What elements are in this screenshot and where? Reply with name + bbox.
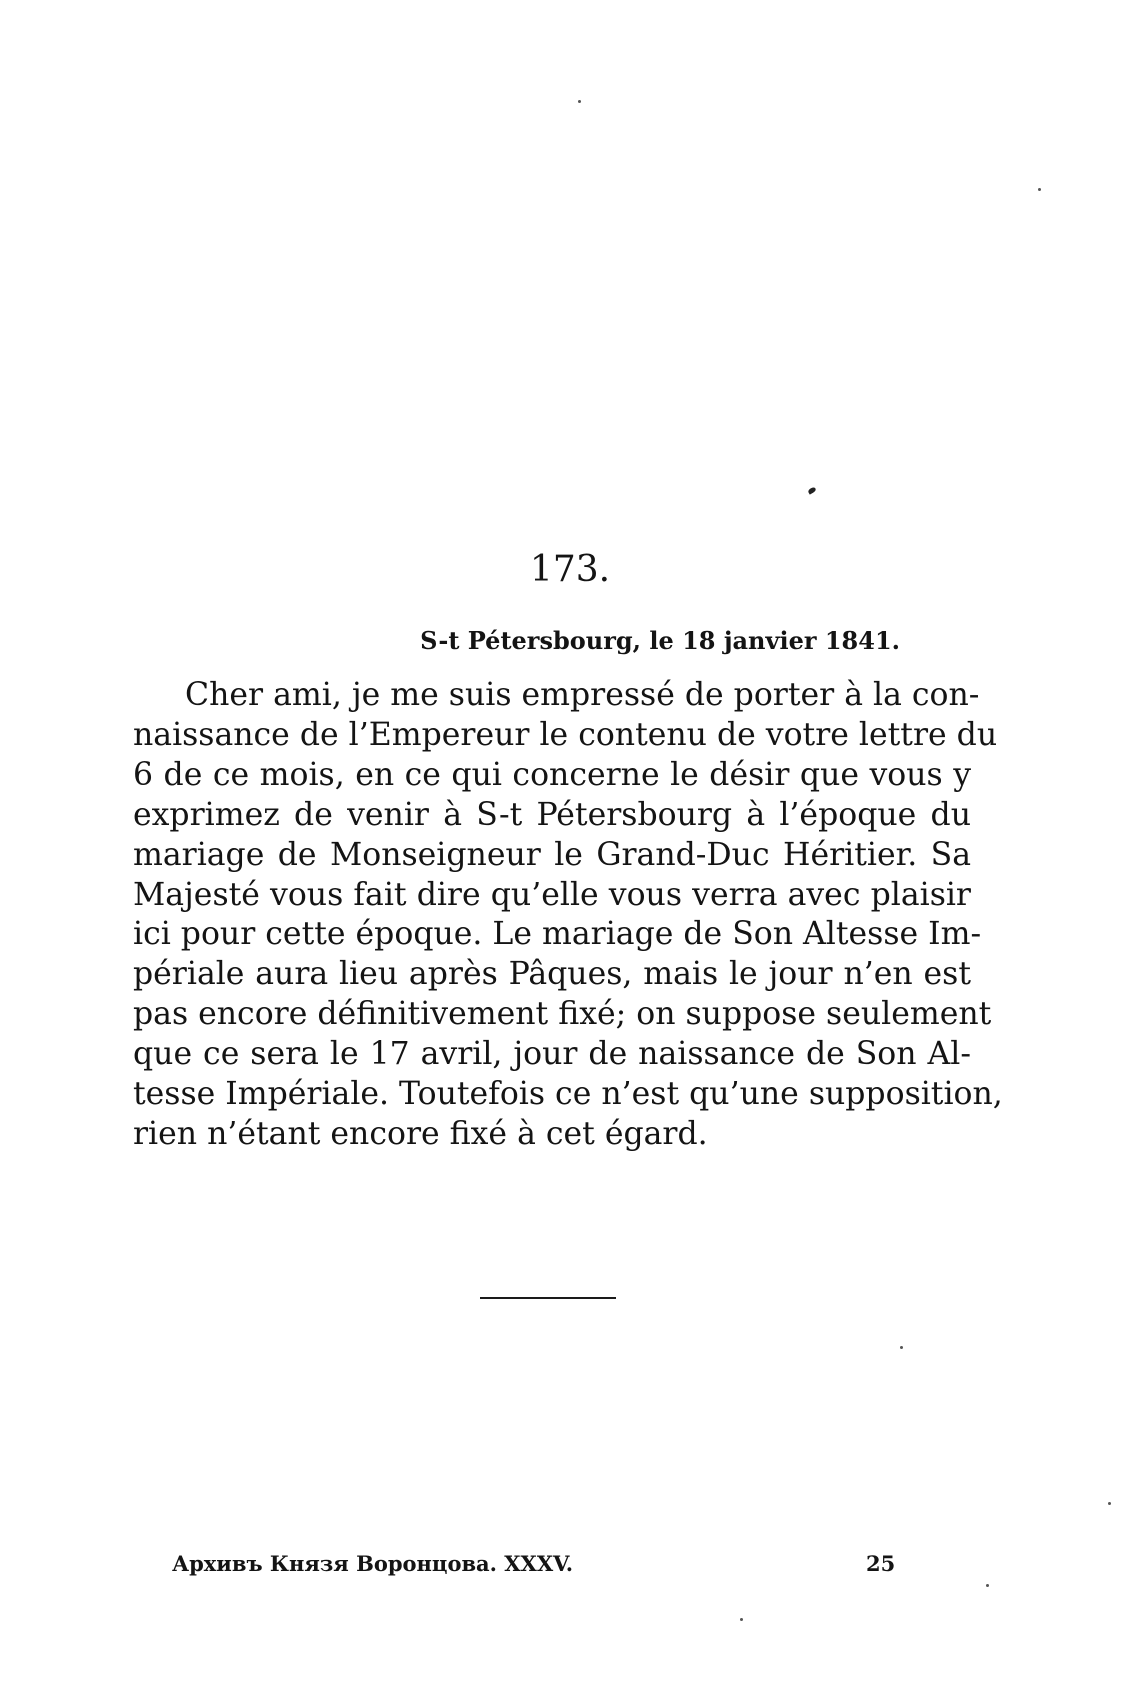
scan-speck [900, 1346, 903, 1349]
letter-line: ici pour cette époque. Le mariage de Son Altesse Im- [133, 916, 982, 953]
section-divider [480, 1297, 616, 1299]
letter-line: Majesté vous fait dire qu’elle vous verra avec plaisir [133, 876, 971, 913]
scan-speck [1108, 1502, 1111, 1505]
letter-line: rien n’étant encore fixé à cet égard. [133, 1115, 708, 1152]
letter-line: périale aura lieu après Pâques, mais le jour n’en est [133, 956, 971, 993]
letter-line: que ce sera le 17 avril, jour de naissance de Son Al- [133, 1036, 971, 1073]
letter-line: Cher ami, je me suis empressé de porter à la con- [185, 677, 980, 713]
letter-line: 6 de ce mois, en ce qui concerne le désir que vous y [133, 756, 971, 793]
scan-speck [740, 1618, 743, 1621]
scan-speck [986, 1584, 989, 1587]
ink-mark [807, 486, 816, 494]
footer-title: Архивъ Князя Воронцова. XXXV. [172, 1551, 574, 1576]
dateline: S-t Pétersbourg, le 18 janvier 1841. [420, 626, 900, 655]
letter-line: mariage de Monseigneur le Grand-Duc Héritier. Sa [133, 836, 971, 873]
scan-speck [578, 100, 581, 103]
scan-speck [1038, 188, 1041, 191]
letter-line: naissance de l’Empereur le contenu de votre lettre du [133, 716, 998, 753]
letter-line: exprimez de venir à S-t Pétersbourg à l’époque du [133, 796, 971, 833]
letter-line: pas encore définitivement fixé; on suppose seulement [133, 996, 992, 1033]
letter-number: 173. [529, 549, 611, 590]
page-number: 25 [866, 1551, 896, 1576]
letter-line: tesse Impériale. Toutefois ce n’est qu’une supposition, [133, 1076, 1003, 1113]
letter-body [133, 676, 1003, 1155]
